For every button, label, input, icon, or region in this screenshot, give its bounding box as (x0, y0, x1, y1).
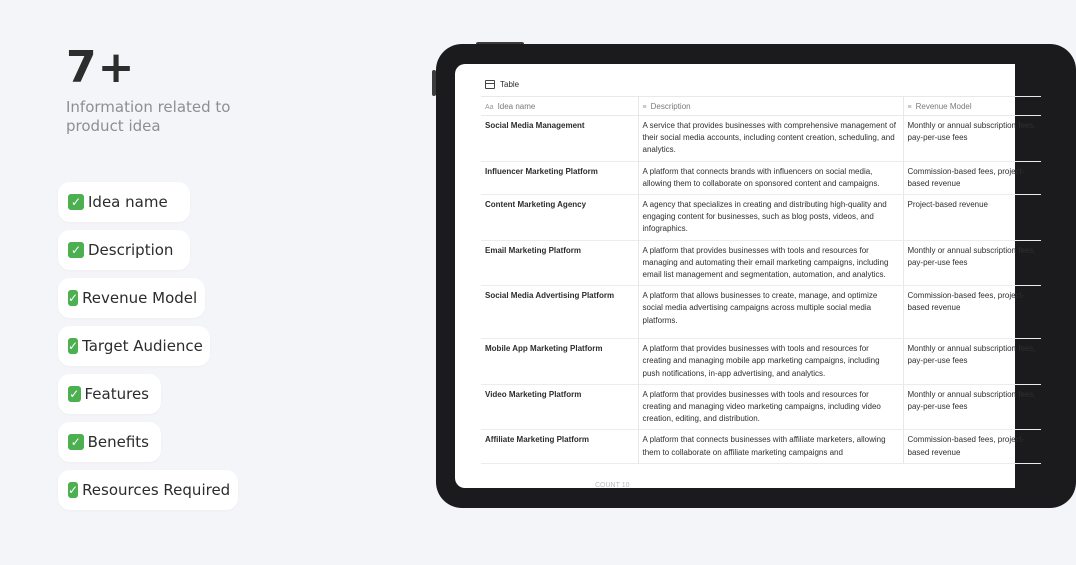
feature-label: Resources Required (82, 481, 231, 499)
cell-description[interactable]: A platform that connects businesses with affiliate marketers, allowing them to collaborate on affiliate marketing campaigns and (638, 430, 903, 463)
cell-description[interactable]: A platform that provides businesses with tools and resources for creating and managing video marketing campaigns, including video creation, editing, and distribution. (638, 384, 903, 430)
cell-revenue-model[interactable]: Monthly or annual subscription fees, pay-per-use fees (903, 384, 1041, 430)
cell-description[interactable]: A service that provides businesses with comprehensive management of their social media accounts, including content creation, scheduling, and analytics. (638, 116, 903, 162)
feature-label: Benefits (87, 433, 149, 451)
feature-label: Revenue Model (82, 289, 198, 307)
ideas-table (481, 96, 1041, 464)
feature-label: Idea name (88, 193, 168, 211)
table-row[interactable] (481, 384, 1041, 430)
text-property-icon: Aa (485, 103, 494, 111)
cell-idea-name[interactable]: Affiliate Marketing Platform (481, 430, 638, 463)
table-row[interactable] (481, 195, 1041, 241)
feature-chip-idea-name (58, 182, 190, 222)
cell-idea-name[interactable]: Content Marketing Agency (481, 195, 638, 241)
feature-chip-target-audience (58, 326, 210, 366)
feature-chip-revenue-model (58, 278, 205, 318)
cell-idea-name[interactable]: Video Marketing Platform (481, 384, 638, 430)
headline-subtitle: Information related to product idea (66, 98, 231, 135)
table-row[interactable] (481, 430, 1041, 463)
cell-idea-name[interactable]: Email Marketing Platform (481, 240, 638, 286)
check-mark-icon: ✓ (68, 483, 79, 497)
feature-label: Features (84, 385, 149, 403)
table-row[interactable] (481, 161, 1041, 194)
feature-label: Target Audience (82, 337, 203, 355)
cell-idea-name[interactable]: Influencer Marketing Platform (481, 161, 638, 194)
table-row[interactable] (481, 339, 1041, 385)
column-label: Description (650, 101, 691, 111)
cell-idea-name[interactable]: Mobile App Marketing Platform (481, 339, 638, 385)
column-label: Idea name (497, 101, 536, 111)
cell-description[interactable]: A platform that connects brands with influencers on social media, allowing them to collaborate on sponsored content and campaigns. (638, 161, 903, 194)
cell-revenue-model[interactable]: Commission-based fees, project-based revenue (903, 161, 1041, 194)
column-label: Revenue Model (915, 101, 972, 111)
cell-description[interactable]: A agency that specializes in creating and distributing high-quality and engaging content for businesses, such as blog posts, videos, and infographics. (638, 195, 903, 241)
column-header-revenue-model[interactable] (903, 97, 1041, 116)
cell-idea-name[interactable]: Social Media Management (481, 116, 638, 162)
tab-table-view[interactable] (481, 72, 523, 97)
cell-description[interactable]: A platform that allows businesses to create, manage, and optimize social media advertising campaigns across multiple social media platforms. (638, 286, 903, 339)
cell-revenue-model[interactable]: Commission-based fees, project-based revenue (903, 286, 1041, 339)
cell-description[interactable]: A platform that provides businesses with tools and resources for managing and automating their email marketing campaigns, including email list management and segmentation, automation, and analytics. (638, 240, 903, 286)
tab-label: Table (500, 79, 520, 89)
lines-icon: ≡ (642, 103, 647, 111)
cell-revenue-model[interactable]: Monthly or annual subscription fees, pay-per-use fees (903, 339, 1041, 385)
cell-revenue-model[interactable]: Monthly or annual subscription fees, pay-per-use fees (903, 240, 1041, 286)
column-header-idea-name[interactable] (481, 97, 638, 116)
cell-revenue-model[interactable]: Project-based revenue (903, 195, 1041, 241)
cell-idea-name[interactable]: Social Media Advertising Platform (481, 286, 638, 339)
feature-label: Description (88, 241, 174, 259)
cell-revenue-model[interactable]: Commission-based fees, project-based revenue (903, 430, 1041, 463)
check-mark-icon: ✓ (68, 434, 84, 450)
feature-chip-features (58, 374, 161, 414)
check-mark-icon: ✓ (69, 387, 80, 401)
check-mark-icon: ✓ (68, 194, 84, 210)
tablet-screen (455, 64, 1036, 489)
check-mark-icon: ✓ (68, 242, 84, 258)
feature-chip-benefits (58, 422, 161, 462)
headline-count: 7+ (66, 42, 136, 93)
table-row[interactable] (481, 240, 1041, 286)
feature-chip-description (58, 230, 190, 270)
cell-description[interactable]: A platform that provides businesses with tools and resources for creating and managing mobile app marketing campaigns, including push notifications, in-app advertising, and analytics. (638, 339, 903, 385)
lines-icon: ≡ (907, 103, 912, 111)
cell-revenue-model[interactable]: Monthly or annual subscription fees, pay-per-use fees (903, 116, 1041, 162)
table-row[interactable] (481, 116, 1041, 162)
check-mark-icon: ✓ (68, 291, 79, 305)
column-header-description[interactable] (638, 97, 903, 116)
table-count-footer: COUNT 10 (595, 482, 630, 489)
table-header-row (481, 97, 1041, 116)
table-icon (485, 80, 495, 89)
feature-chip-resources-required (58, 470, 238, 510)
table-row[interactable] (481, 286, 1041, 339)
check-mark-icon: ✓ (68, 339, 79, 353)
